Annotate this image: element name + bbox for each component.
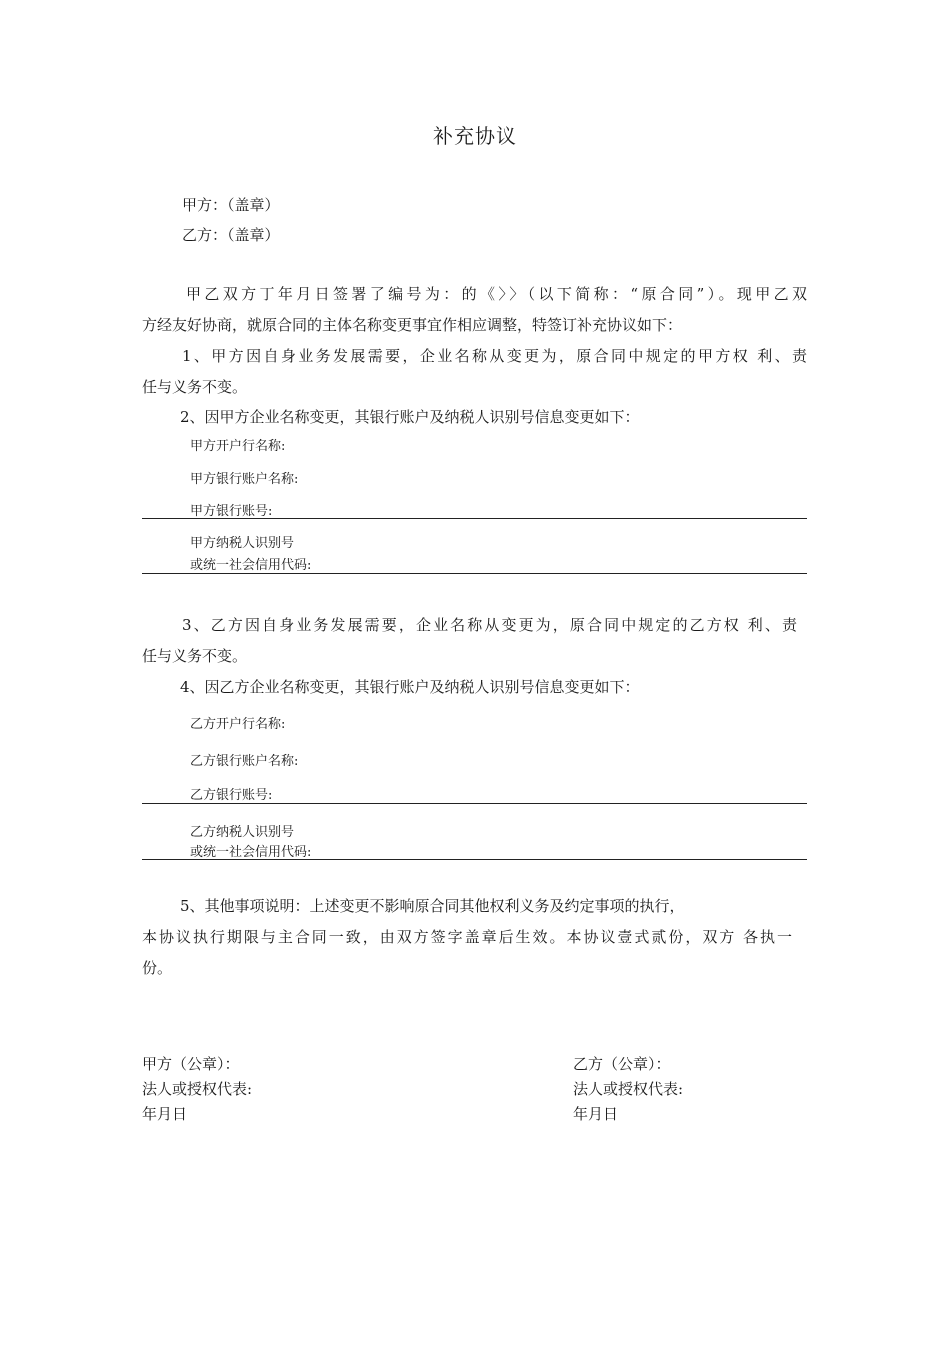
- item-5-line-2: 本协议执行期限与主合同一致，由双方签字盖章后生效。本协议壹式贰份，双方 各执一: [142, 928, 792, 946]
- item-3-line-1: 3、乙方因自身业务发展需要，企业名称从变更为，原合同中规定的乙方权 利、责: [182, 616, 797, 634]
- party-a-date: 年月日: [142, 1105, 188, 1123]
- party-b-representative: 法人或授权代表:: [573, 1080, 684, 1098]
- party-a-account-name-label: 甲方银行账户名称:: [190, 472, 299, 487]
- party-b-bank-name-label: 乙方开户行名称:: [190, 717, 286, 732]
- party-a-tax-id-label: 甲方纳税人识别号: [190, 536, 295, 551]
- party-b-seal-signature: 乙方（公章）：: [573, 1055, 671, 1073]
- party-b-date: 年月日: [573, 1105, 619, 1123]
- item-2: 2、因甲方企业名称变更，其银行账户及纳税人识别号信息变更如下：: [180, 408, 640, 426]
- party-a-representative: 法人或授权代表:: [142, 1080, 253, 1098]
- item-4: 4、因乙方企业名称变更，其银行账户及纳税人识别号信息变更如下：: [180, 678, 640, 696]
- party-b-credit-code-line: [142, 859, 807, 860]
- item-3-line-2: 任与义务不变。: [142, 647, 248, 665]
- document-title: 补充协议: [433, 124, 517, 148]
- party-b-account-no-label: 乙方银行账号:: [190, 788, 273, 803]
- party-b-credit-code-label: 或统一社会信用代码:: [190, 845, 312, 860]
- item-1-line-2: 任与义务不变。: [142, 378, 248, 396]
- item-1-line-1: 1、甲方因自身业务发展需要，企业名称从变更为，原合同中规定的甲方权 利、责: [182, 347, 807, 365]
- party-a-account-no-line: [142, 518, 807, 519]
- party-b-line: 乙方：（盖章）: [182, 226, 280, 244]
- party-a-account-no-label: 甲方银行账号:: [190, 504, 273, 519]
- item-5-line-1: 5、其他事项说明：上述变更不影响原合同其他权利义务及约定事项的执行，: [180, 897, 685, 915]
- party-b-account-no-line: [142, 803, 807, 804]
- party-a-bank-name-label: 甲方开户行名称:: [190, 439, 286, 454]
- party-a-credit-code-line: [142, 573, 807, 574]
- party-b-tax-id-label: 乙方纳税人识别号: [190, 825, 295, 840]
- intro-line-1: 甲乙双方丁年月日签署了编号为：的《〉〉（以下简称：“原合同”）。现甲乙双: [186, 285, 807, 303]
- party-a-line: 甲方：（盖章）: [182, 196, 280, 214]
- item-5-line-3: 份。: [142, 959, 173, 977]
- intro-line-2: 方经友好协商，就原合同的主体名称变更事宜作相应调整，特签订补充协议如下：: [142, 316, 683, 334]
- party-b-account-name-label: 乙方银行账户名称:: [190, 754, 299, 769]
- party-a-seal-signature: 甲方（公章）：: [142, 1055, 240, 1073]
- party-a-credit-code-label: 或统一社会信用代码:: [190, 558, 312, 573]
